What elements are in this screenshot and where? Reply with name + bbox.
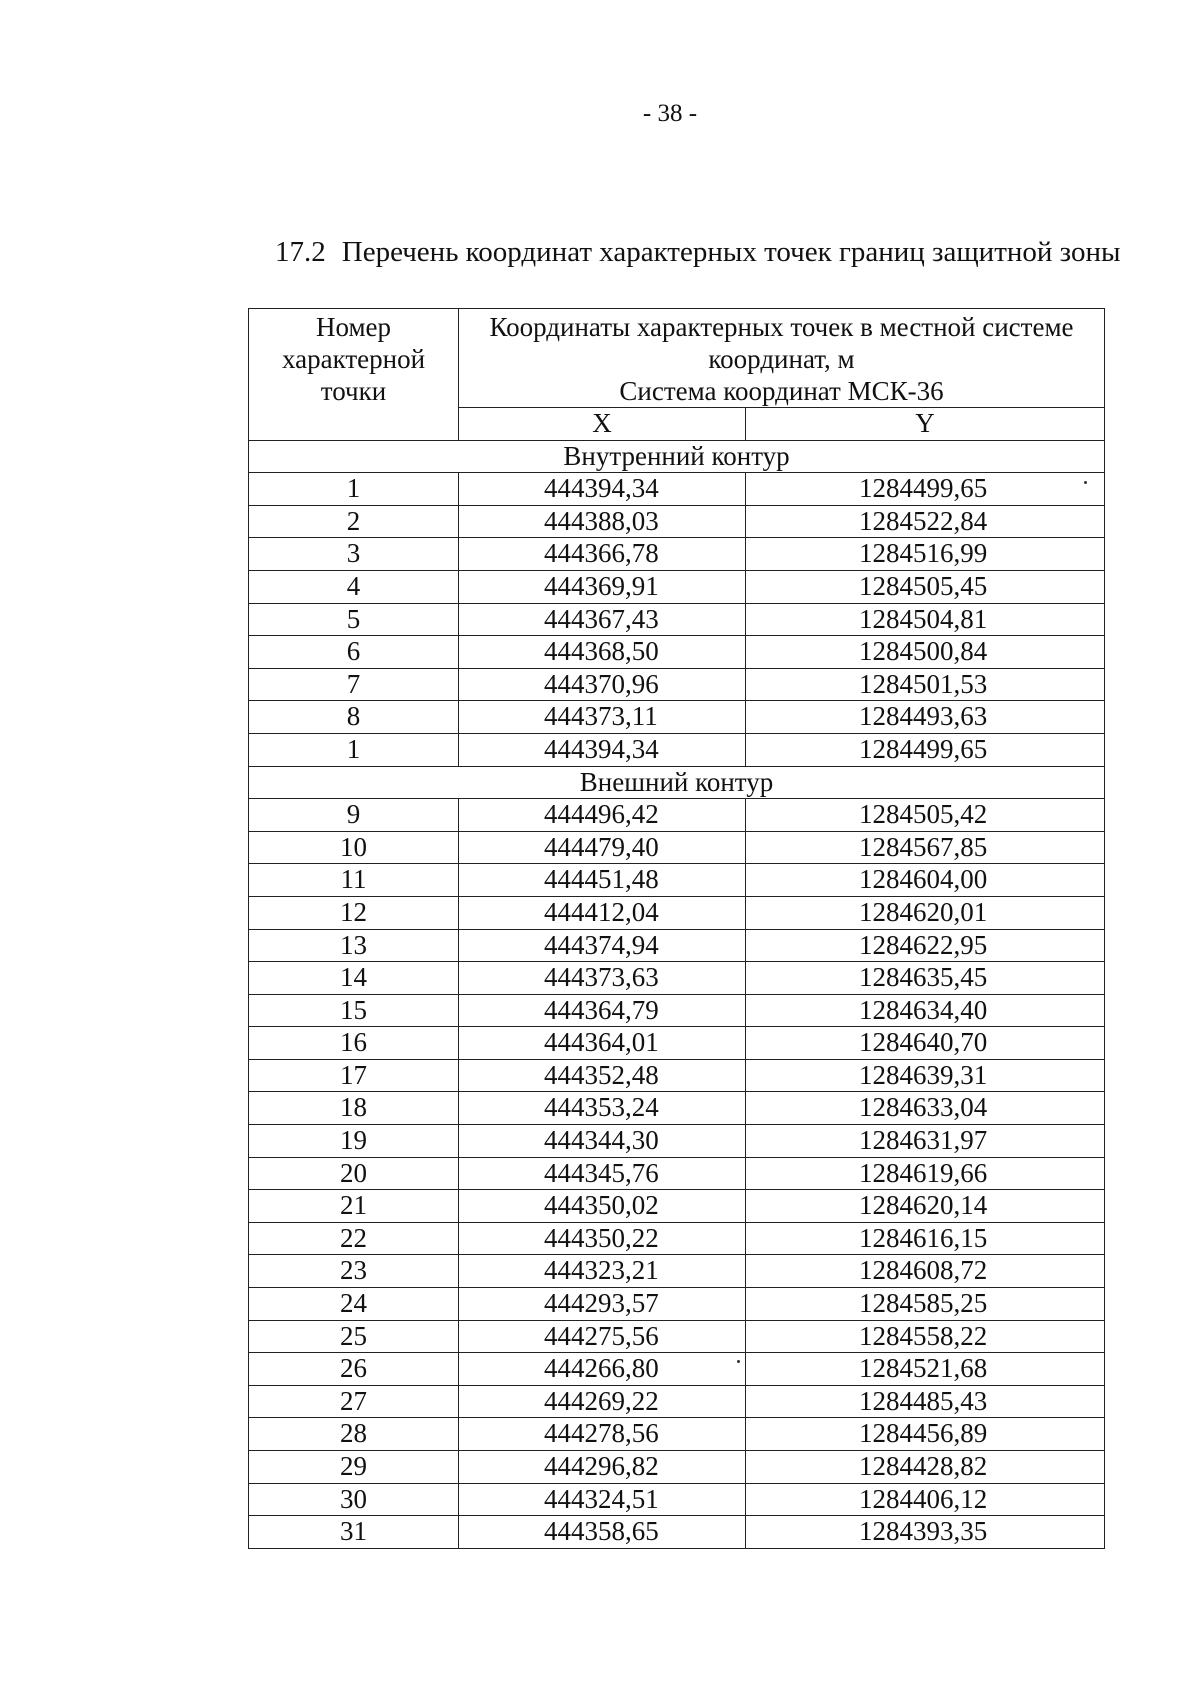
x-coordinate-cell: 444479,40 xyxy=(459,831,746,864)
point-number-cell: 5 xyxy=(249,603,459,636)
y-coordinate-cell: 1284633,04 xyxy=(746,1092,1105,1125)
point-number-cell: 25 xyxy=(249,1320,459,1353)
x-coordinate-cell: 444374,94 xyxy=(459,929,746,962)
x-coordinate-cell: 444394,34 xyxy=(459,473,746,506)
table-row xyxy=(249,505,1105,538)
x-coordinate-cell: 444358,65 xyxy=(459,1516,746,1549)
y-coordinate-cell: 1284505,45 xyxy=(746,570,1105,603)
y-coordinate-cell: 1284499,65 xyxy=(746,473,1105,506)
section-title: Перечень координат характерных точек границ защитной зоны xyxy=(341,236,1121,268)
x-coordinate-cell: 444266,80 xyxy=(459,1353,746,1386)
x-coordinate-cell: 444394,34 xyxy=(459,733,746,766)
table-row xyxy=(249,929,1105,962)
x-coordinate-cell: 444324,51 xyxy=(459,1483,746,1516)
y-coordinate-cell: 1284616,15 xyxy=(746,1222,1105,1255)
y-coordinate-cell: 1284622,95 xyxy=(746,929,1105,962)
y-coordinate-cell: 1284634,40 xyxy=(746,994,1105,1027)
point-number-cell: 2 xyxy=(249,505,459,538)
point-number-cell: 3 xyxy=(249,538,459,571)
point-header-line: характерной xyxy=(281,344,426,374)
point-number-cell: 21 xyxy=(249,1190,459,1223)
x-coordinate-cell: 444293,57 xyxy=(459,1288,746,1321)
y-coordinate-cell: 1284393,35 xyxy=(746,1516,1105,1549)
x-coordinate-cell: 444366,78 xyxy=(459,538,746,571)
table-row xyxy=(249,962,1105,995)
section-row xyxy=(249,766,1105,799)
table-header-row xyxy=(249,309,1105,408)
x-coordinate-cell: 444364,79 xyxy=(459,994,746,1027)
point-number-cell: 17 xyxy=(249,1059,459,1092)
x-coordinate-cell: 444373,63 xyxy=(459,962,746,995)
point-number-cell: 1 xyxy=(249,733,459,766)
point-number-cell: 12 xyxy=(249,896,459,929)
point-number-cell: 30 xyxy=(249,1483,459,1516)
y-coordinate-cell: 1284456,89 xyxy=(746,1418,1105,1451)
y-coordinate-cell: 1284406,12 xyxy=(746,1483,1105,1516)
x-coordinate-cell: 444496,42 xyxy=(459,799,746,832)
scan-speck xyxy=(737,1360,740,1363)
y-coordinate-cell: 1284639,31 xyxy=(746,1059,1105,1092)
table-row xyxy=(249,733,1105,766)
table-row xyxy=(249,1516,1105,1549)
y-coordinate-cell: 1284522,84 xyxy=(746,505,1105,538)
y-coordinate-cell: 1284567,85 xyxy=(746,831,1105,864)
section-row xyxy=(249,440,1105,473)
point-number-cell: 19 xyxy=(249,1125,459,1158)
point-number-cell: 8 xyxy=(249,701,459,734)
table-row xyxy=(249,1320,1105,1353)
y-coordinate-cell: 1284501,53 xyxy=(746,668,1105,701)
y-header: Y xyxy=(746,408,1105,441)
table-row xyxy=(249,1027,1105,1060)
point-number-cell: 14 xyxy=(249,962,459,995)
point-number-cell: 23 xyxy=(249,1255,459,1288)
table-row xyxy=(249,1255,1105,1288)
point-number-cell: 18 xyxy=(249,1092,459,1125)
point-number-cell: 20 xyxy=(249,1157,459,1190)
y-coordinate-cell: 1284493,63 xyxy=(746,701,1105,734)
point-number-cell: 22 xyxy=(249,1222,459,1255)
x-coordinate-cell: 444278,56 xyxy=(459,1418,746,1451)
x-coordinate-cell: 444345,76 xyxy=(459,1157,746,1190)
table-row xyxy=(249,1288,1105,1321)
page-number: - 38 - xyxy=(642,100,698,127)
point-header-line: точки xyxy=(320,376,387,406)
table-row xyxy=(249,1059,1105,1092)
y-coordinate-cell: 1284604,00 xyxy=(746,864,1105,897)
table-row xyxy=(249,1222,1105,1255)
table-row xyxy=(249,1451,1105,1484)
y-coordinate-cell: 1284521,68 xyxy=(746,1353,1105,1386)
y-coordinate-cell: 1284505,42 xyxy=(746,799,1105,832)
table-row xyxy=(249,538,1105,571)
table-row xyxy=(249,701,1105,734)
x-coordinate-cell: 444373,11 xyxy=(459,701,746,734)
point-number-cell: 31 xyxy=(249,1516,459,1549)
x-coordinate-cell: 444350,02 xyxy=(459,1190,746,1223)
point-number-cell: 26 xyxy=(249,1353,459,1386)
y-coordinate-cell: 1284631,97 xyxy=(746,1125,1105,1158)
coordinates-header xyxy=(459,309,1105,408)
x-coordinate-cell: 444451,48 xyxy=(459,864,746,897)
y-coordinate-cell: 1284608,72 xyxy=(746,1255,1105,1288)
point-number-cell: 13 xyxy=(249,929,459,962)
table-row xyxy=(249,570,1105,603)
point-number-cell: 29 xyxy=(249,1451,459,1484)
coordinates-table xyxy=(248,308,1105,1549)
table-row xyxy=(249,896,1105,929)
scan-speck xyxy=(1084,481,1087,484)
x-header: X xyxy=(459,408,746,441)
x-coordinate-cell: 444352,48 xyxy=(459,1059,746,1092)
coords-header-line: Система координат МСК-36 xyxy=(619,376,944,406)
point-number-cell: 11 xyxy=(249,864,459,897)
coords-header-line: Координаты характерных точек в местной системе xyxy=(489,312,1074,342)
x-coordinate-cell: 444269,22 xyxy=(459,1385,746,1418)
x-coordinate-cell: 444296,82 xyxy=(459,1451,746,1484)
coords-header-line: координат, м xyxy=(708,344,855,374)
y-coordinate-cell: 1284504,81 xyxy=(746,603,1105,636)
y-coordinate-cell: 1284620,14 xyxy=(746,1190,1105,1223)
table-row xyxy=(249,831,1105,864)
y-coordinate-cell: 1284640,70 xyxy=(746,1027,1105,1060)
y-coordinate-cell: 1284500,84 xyxy=(746,636,1105,669)
point-number-cell: 15 xyxy=(249,994,459,1027)
x-coordinate-cell: 444370,96 xyxy=(459,668,746,701)
x-coordinate-cell: 444412,04 xyxy=(459,896,746,929)
table-row xyxy=(249,603,1105,636)
section-number: 17.2 xyxy=(275,236,326,268)
table-row xyxy=(249,1418,1105,1451)
table-row xyxy=(249,864,1105,897)
table-row xyxy=(249,994,1105,1027)
y-coordinate-cell: 1284499,65 xyxy=(746,733,1105,766)
point-number-cell: 6 xyxy=(249,636,459,669)
section-heading xyxy=(275,236,1120,269)
y-coordinate-cell: 1284428,82 xyxy=(746,1451,1105,1484)
point-number-cell: 4 xyxy=(249,570,459,603)
table-row xyxy=(249,1483,1105,1516)
x-coordinate-cell: 444350,22 xyxy=(459,1222,746,1255)
y-coordinate-cell: 1284558,22 xyxy=(746,1320,1105,1353)
table-row xyxy=(249,1190,1105,1223)
x-coordinate-cell: 444388,03 xyxy=(459,505,746,538)
section-title: Внутренний контур xyxy=(249,440,1105,473)
x-coordinate-cell: 444368,50 xyxy=(459,636,746,669)
table-row xyxy=(249,473,1105,506)
x-coordinate-cell: 444369,91 xyxy=(459,570,746,603)
point-number-cell: 24 xyxy=(249,1288,459,1321)
point-number-cell: 27 xyxy=(249,1385,459,1418)
x-coordinate-cell: 444364,01 xyxy=(459,1027,746,1060)
table-row xyxy=(249,1157,1105,1190)
table-row xyxy=(249,1092,1105,1125)
point-number-cell: 9 xyxy=(249,799,459,832)
table-row xyxy=(249,636,1105,669)
point-header-line: Номер xyxy=(315,312,392,342)
y-coordinate-cell: 1284635,45 xyxy=(746,962,1105,995)
table-row xyxy=(249,1385,1105,1418)
table-row xyxy=(249,1125,1105,1158)
point-number-cell: 7 xyxy=(249,668,459,701)
y-coordinate-cell: 1284619,66 xyxy=(746,1157,1105,1190)
point-number-header xyxy=(249,309,459,441)
x-coordinate-cell: 444344,30 xyxy=(459,1125,746,1158)
y-coordinate-cell: 1284585,25 xyxy=(746,1288,1105,1321)
table-row xyxy=(249,1353,1105,1386)
point-number-cell: 16 xyxy=(249,1027,459,1060)
section-title: Внешний контур xyxy=(249,766,1105,799)
table-row xyxy=(249,668,1105,701)
y-coordinate-cell: 1284620,01 xyxy=(746,896,1105,929)
y-coordinate-cell: 1284516,99 xyxy=(746,538,1105,571)
point-number-cell: 28 xyxy=(249,1418,459,1451)
point-number-cell: 10 xyxy=(249,831,459,864)
table-body xyxy=(249,440,1105,1548)
x-coordinate-cell: 444275,56 xyxy=(459,1320,746,1353)
x-coordinate-cell: 444323,21 xyxy=(459,1255,746,1288)
x-coordinate-cell: 444353,24 xyxy=(459,1092,746,1125)
x-coordinate-cell: 444367,43 xyxy=(459,603,746,636)
point-number-cell: 1 xyxy=(249,473,459,506)
y-coordinate-cell: 1284485,43 xyxy=(746,1385,1105,1418)
table-row xyxy=(249,799,1105,832)
